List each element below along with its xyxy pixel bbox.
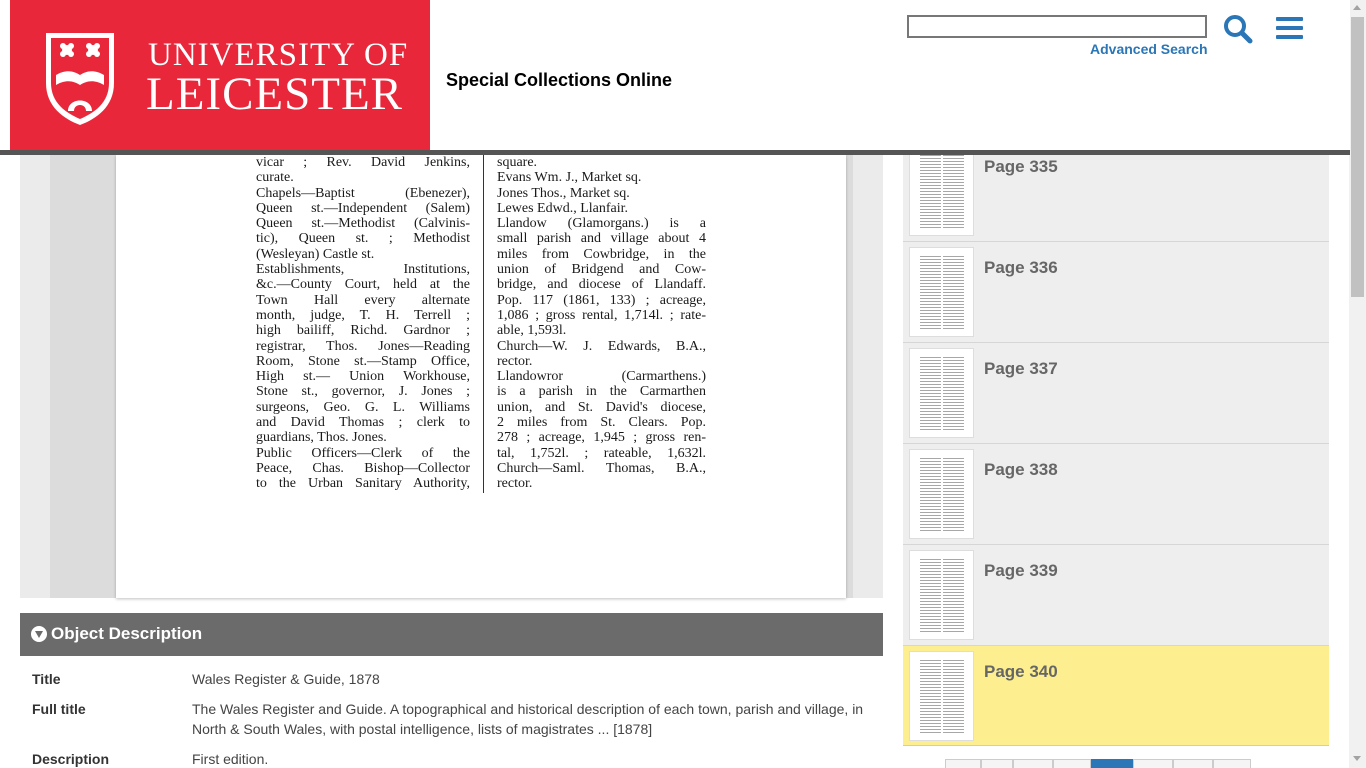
hamburger-menu-icon[interactable] [1276, 17, 1303, 41]
page-scrollbar[interactable] [1349, 0, 1366, 768]
scan-text-line: &c.—County Court, held at the [256, 277, 470, 293]
scan-text-line: small parish and village about 4 [497, 231, 706, 247]
image-viewer[interactable] [20, 155, 883, 598]
scroll-up-arrow-icon[interactable] [1353, 5, 1361, 10]
scan-text-line: month, judge, T. H. Terrell ; [256, 307, 470, 323]
thumbnail-page-337[interactable] [903, 343, 1329, 444]
site-header [0, 0, 1350, 150]
pagination-button[interactable] [1173, 759, 1213, 768]
thumbnail-page-335[interactable] [903, 141, 1329, 242]
scan-text-line: Lewes Edwd., Llanfair. [497, 200, 629, 216]
scan-text-line: guardians, Thos. Jones. [256, 430, 387, 446]
scan-text-line: miles from Cowbridge, in the [497, 246, 706, 262]
scanned-page-image[interactable] [116, 155, 846, 598]
page-thumbnail-image [909, 550, 974, 640]
scan-text-line: bridge, and diocese of Llandaff. [497, 277, 706, 293]
university-logo[interactable] [10, 0, 430, 150]
scan-text-line: Llandow (Glamorgans.) is a [497, 216, 706, 232]
scan-text-line: square. [497, 155, 538, 170]
page-thumbnail-image [909, 348, 974, 438]
scan-text-line: rector. [497, 353, 533, 369]
scan-text-line: and David Thomas ; clerk to [256, 415, 470, 431]
scan-text-line: Pop. 117 (1861, 133) ; acreage, [497, 292, 706, 308]
pagination-button[interactable] [945, 759, 981, 768]
description-label: Description [32, 751, 110, 767]
site-title[interactable]: Special Collections Online [446, 70, 673, 90]
scan-text-line: vicar ; Rev. David Jenkins, [256, 155, 470, 170]
page-thumbnail-image [909, 651, 974, 741]
thumbnail-label: Page 337 [984, 359, 1058, 378]
search-input[interactable] [907, 15, 1207, 38]
scan-column-rule [483, 155, 484, 493]
scan-text-line: is a parish in the Carmarthen [497, 384, 706, 400]
scan-text-line: rector. [497, 476, 533, 492]
scan-text-line: able, 1,593l. [497, 323, 567, 339]
header-divider [0, 150, 1350, 155]
page-thumbnail-image [909, 146, 974, 236]
search-icon[interactable] [1223, 14, 1253, 44]
thumbnail-page-339[interactable] [903, 545, 1329, 646]
description-value: Wales Register & Guide, 1878 [192, 671, 380, 687]
advanced-search-link[interactable]: Advanced Search [1090, 41, 1208, 57]
scan-text-line: Town Hall every alternate [256, 292, 470, 308]
pagination-button[interactable] [1133, 759, 1173, 768]
scan-text-line: union, and St. David's diocese, [497, 399, 706, 415]
logo-text-line1: UNIVERSITY OF [148, 37, 409, 73]
scan-text-line: Room, Stone st.—Stamp Office, [256, 353, 470, 369]
scan-text-line: High st.— Union Workhouse, [256, 369, 470, 385]
scan-text-line: Queen st.—Independent (Salem) [256, 200, 470, 216]
thumbnail-label: Page 338 [984, 460, 1058, 479]
scan-text-line: tal, 1,752l. ; rateable, 1,632l. [497, 445, 706, 461]
description-label: Full title [32, 701, 86, 717]
pagination-button[interactable] [1053, 759, 1091, 768]
scan-text-line: registrar, Thos. Jones—Reading [256, 338, 470, 354]
scan-text-line: union of Bridgend and Cow- [497, 262, 706, 278]
scan-left-column [256, 155, 470, 492]
viewer-canvas [50, 155, 853, 598]
thumbnail-pagination [903, 745, 1329, 768]
page-thumbnail-list [903, 141, 1329, 768]
thumbnail-label: Page 336 [984, 258, 1058, 277]
thumbnail-label: Page 335 [984, 157, 1058, 176]
scan-text-line: Church—W. J. Edwards, B.A., [497, 338, 706, 354]
scan-text-line: surgeons, Geo. G. L. Williams [256, 399, 470, 415]
pagination-button[interactable] [981, 759, 1013, 768]
pagination-button[interactable] [1213, 759, 1251, 768]
scan-right-column [497, 155, 706, 492]
pagination-current[interactable] [1091, 759, 1133, 768]
scan-text-line: 278 ; acreage, 1,945 ; gross ren- [497, 430, 706, 446]
scan-text-line: Jones Thos., Market sq. [497, 185, 630, 201]
description-value: First edition. [192, 751, 269, 767]
thumbnail-page-336[interactable] [903, 242, 1329, 343]
thumbnail-label: Page 339 [984, 561, 1058, 580]
thumbnail-page-338[interactable] [903, 444, 1329, 545]
page-thumbnail-image [909, 247, 974, 337]
scan-text-line: Queen st.—Methodist (Calvinis- [256, 216, 470, 232]
description-value: The Wales Register and Guide. A topographical and historical description of each town, parish and village, in North & South Wales, with postal intelligence, lists of magistrates ... [1878] [192, 701, 864, 737]
scan-text-line: to the Urban Sanitary Authority, [256, 476, 470, 492]
chevron-down-circle-icon [31, 626, 47, 642]
scan-text-line: Llandowror (Carmarthens.) [497, 369, 706, 385]
scan-text-line: tic), Queen st. ; Methodist [256, 231, 470, 247]
scan-text-line: 1,086 ; gross rental, 1,714l. ; rate- [497, 307, 706, 323]
scan-text-line: Stone st., governor, J. Jones ; [256, 384, 470, 400]
thumbnail-page-340[interactable] [903, 646, 1329, 747]
description-label: Title [32, 671, 61, 687]
scan-text-line: Chapels—Baptist (Ebenezer), [256, 185, 470, 201]
scan-text-line: Establishments, Institutions, [256, 262, 470, 278]
scan-text-line: high bailiff, Richd. Gardnor ; [256, 323, 470, 339]
logo-text-line2: LEICESTER [146, 68, 404, 120]
scroll-down-arrow-icon[interactable] [1353, 756, 1361, 761]
scan-text-line: Peace, Chas. Bishop—Collector [256, 460, 470, 476]
scan-text-line: 2 miles from St. Clears. Pop. [497, 415, 706, 431]
scrollbar-thumb[interactable] [1351, 17, 1364, 297]
page-thumbnail-image [909, 449, 974, 539]
thumbnail-label: Page 340 [984, 662, 1058, 681]
scan-text-line: curate. [256, 170, 294, 186]
object-description-toggle[interactable] [20, 613, 883, 656]
scan-text-line: Church—Saml. Thomas, B.A., [497, 460, 706, 476]
object-description-heading: Object Description [51, 624, 203, 643]
scan-text-line: Public Officers—Clerk of the [256, 445, 470, 461]
shield-crest-icon [42, 31, 118, 127]
scan-text-line: Evans Wm. J., Market sq. [497, 170, 642, 186]
pagination-button[interactable] [1013, 759, 1053, 768]
scan-text-line: (Wesleyan) Castle st. [256, 246, 375, 262]
